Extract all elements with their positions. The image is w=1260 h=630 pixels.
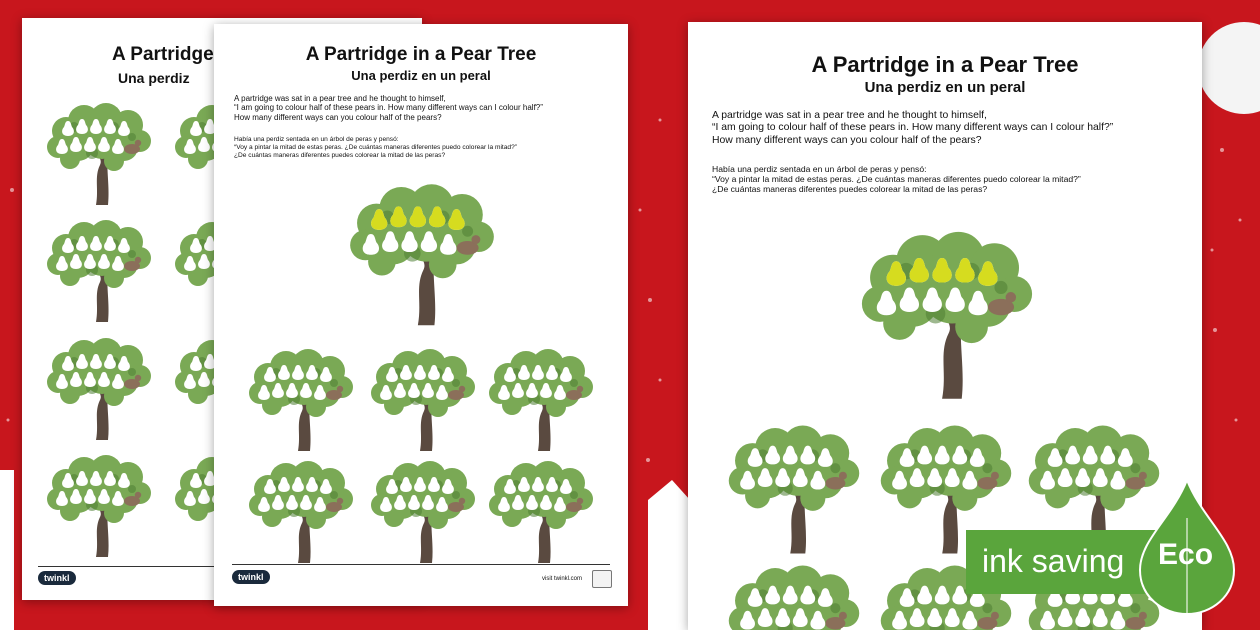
front-subtitle: Una perdiz en un peral [864, 79, 1026, 96]
pear-tree-icon [724, 558, 864, 630]
stamp-icon [592, 570, 612, 588]
pear-tree-icon [368, 454, 478, 566]
back-subtitle: Una perdiz [118, 70, 190, 86]
middle-spanish-text: Había una perdiz sentada en un árbol de peras y pensó: “Voy a pintar la mitad de estas peras. ¿De cuántas maneras diferentes puedo colorear la mitad?” ¿De cuántas maneras diferentes puedes colorear la mitad de las peras? [234, 136, 517, 159]
pear-tree-icon [44, 448, 154, 560]
eco-label: Eco [1158, 538, 1214, 571]
pear-tree-icon [246, 342, 356, 454]
visit-link-text: visit twinkl.com [542, 576, 583, 582]
front-title: A Partridge in a Pear Tree [811, 52, 1079, 77]
pear-tree-icon [44, 213, 154, 325]
pear-tree-example-icon [854, 222, 1040, 402]
pear-tree-icon [44, 96, 154, 208]
twinkl-logo: twinkl [38, 571, 76, 585]
pear-tree-icon [246, 454, 356, 566]
worksheet-middle [214, 24, 628, 606]
pear-tree-icon [368, 342, 478, 454]
pear-tree-icon [44, 331, 154, 443]
front-english-text: A partridge was sat in a pear tree and he thought to himself, “I am going to colour half of these pears in. How many different ways can I colour half?” How many different ways can you colour half of the pears? [712, 110, 1114, 146]
pear-tree-icon [486, 454, 596, 566]
middle-subtitle: Una perdiz en un peral [351, 68, 491, 83]
pear-tree-icon [724, 418, 864, 556]
back-title: A Partridge [112, 44, 214, 65]
pear-tree-example-icon [346, 176, 498, 328]
twinkl-logo: twinkl [232, 570, 270, 584]
front-spanish-text: Había una perdiz sentada en un árbol de peras y pensó: “Voy a pintar la mitad de estas peras. ¿De cuántas maneras diferentes puedo colorear la mitad?” ¿De cuántas maneras diferentes puedes colorear la mitad de las peras? [712, 164, 1081, 195]
pear-tree-icon [486, 342, 596, 454]
footer-divider [232, 564, 610, 565]
ink-saving-label: ink saving [982, 543, 1125, 579]
middle-english-text: A partridge was sat in a pear tree and he thought to himself, “I am going to colour half of these pears in. How many different ways can I colour half?” How many different ways can you colour half of the pears? [234, 94, 543, 122]
middle-title: A Partridge in a Pear Tree [305, 44, 537, 65]
